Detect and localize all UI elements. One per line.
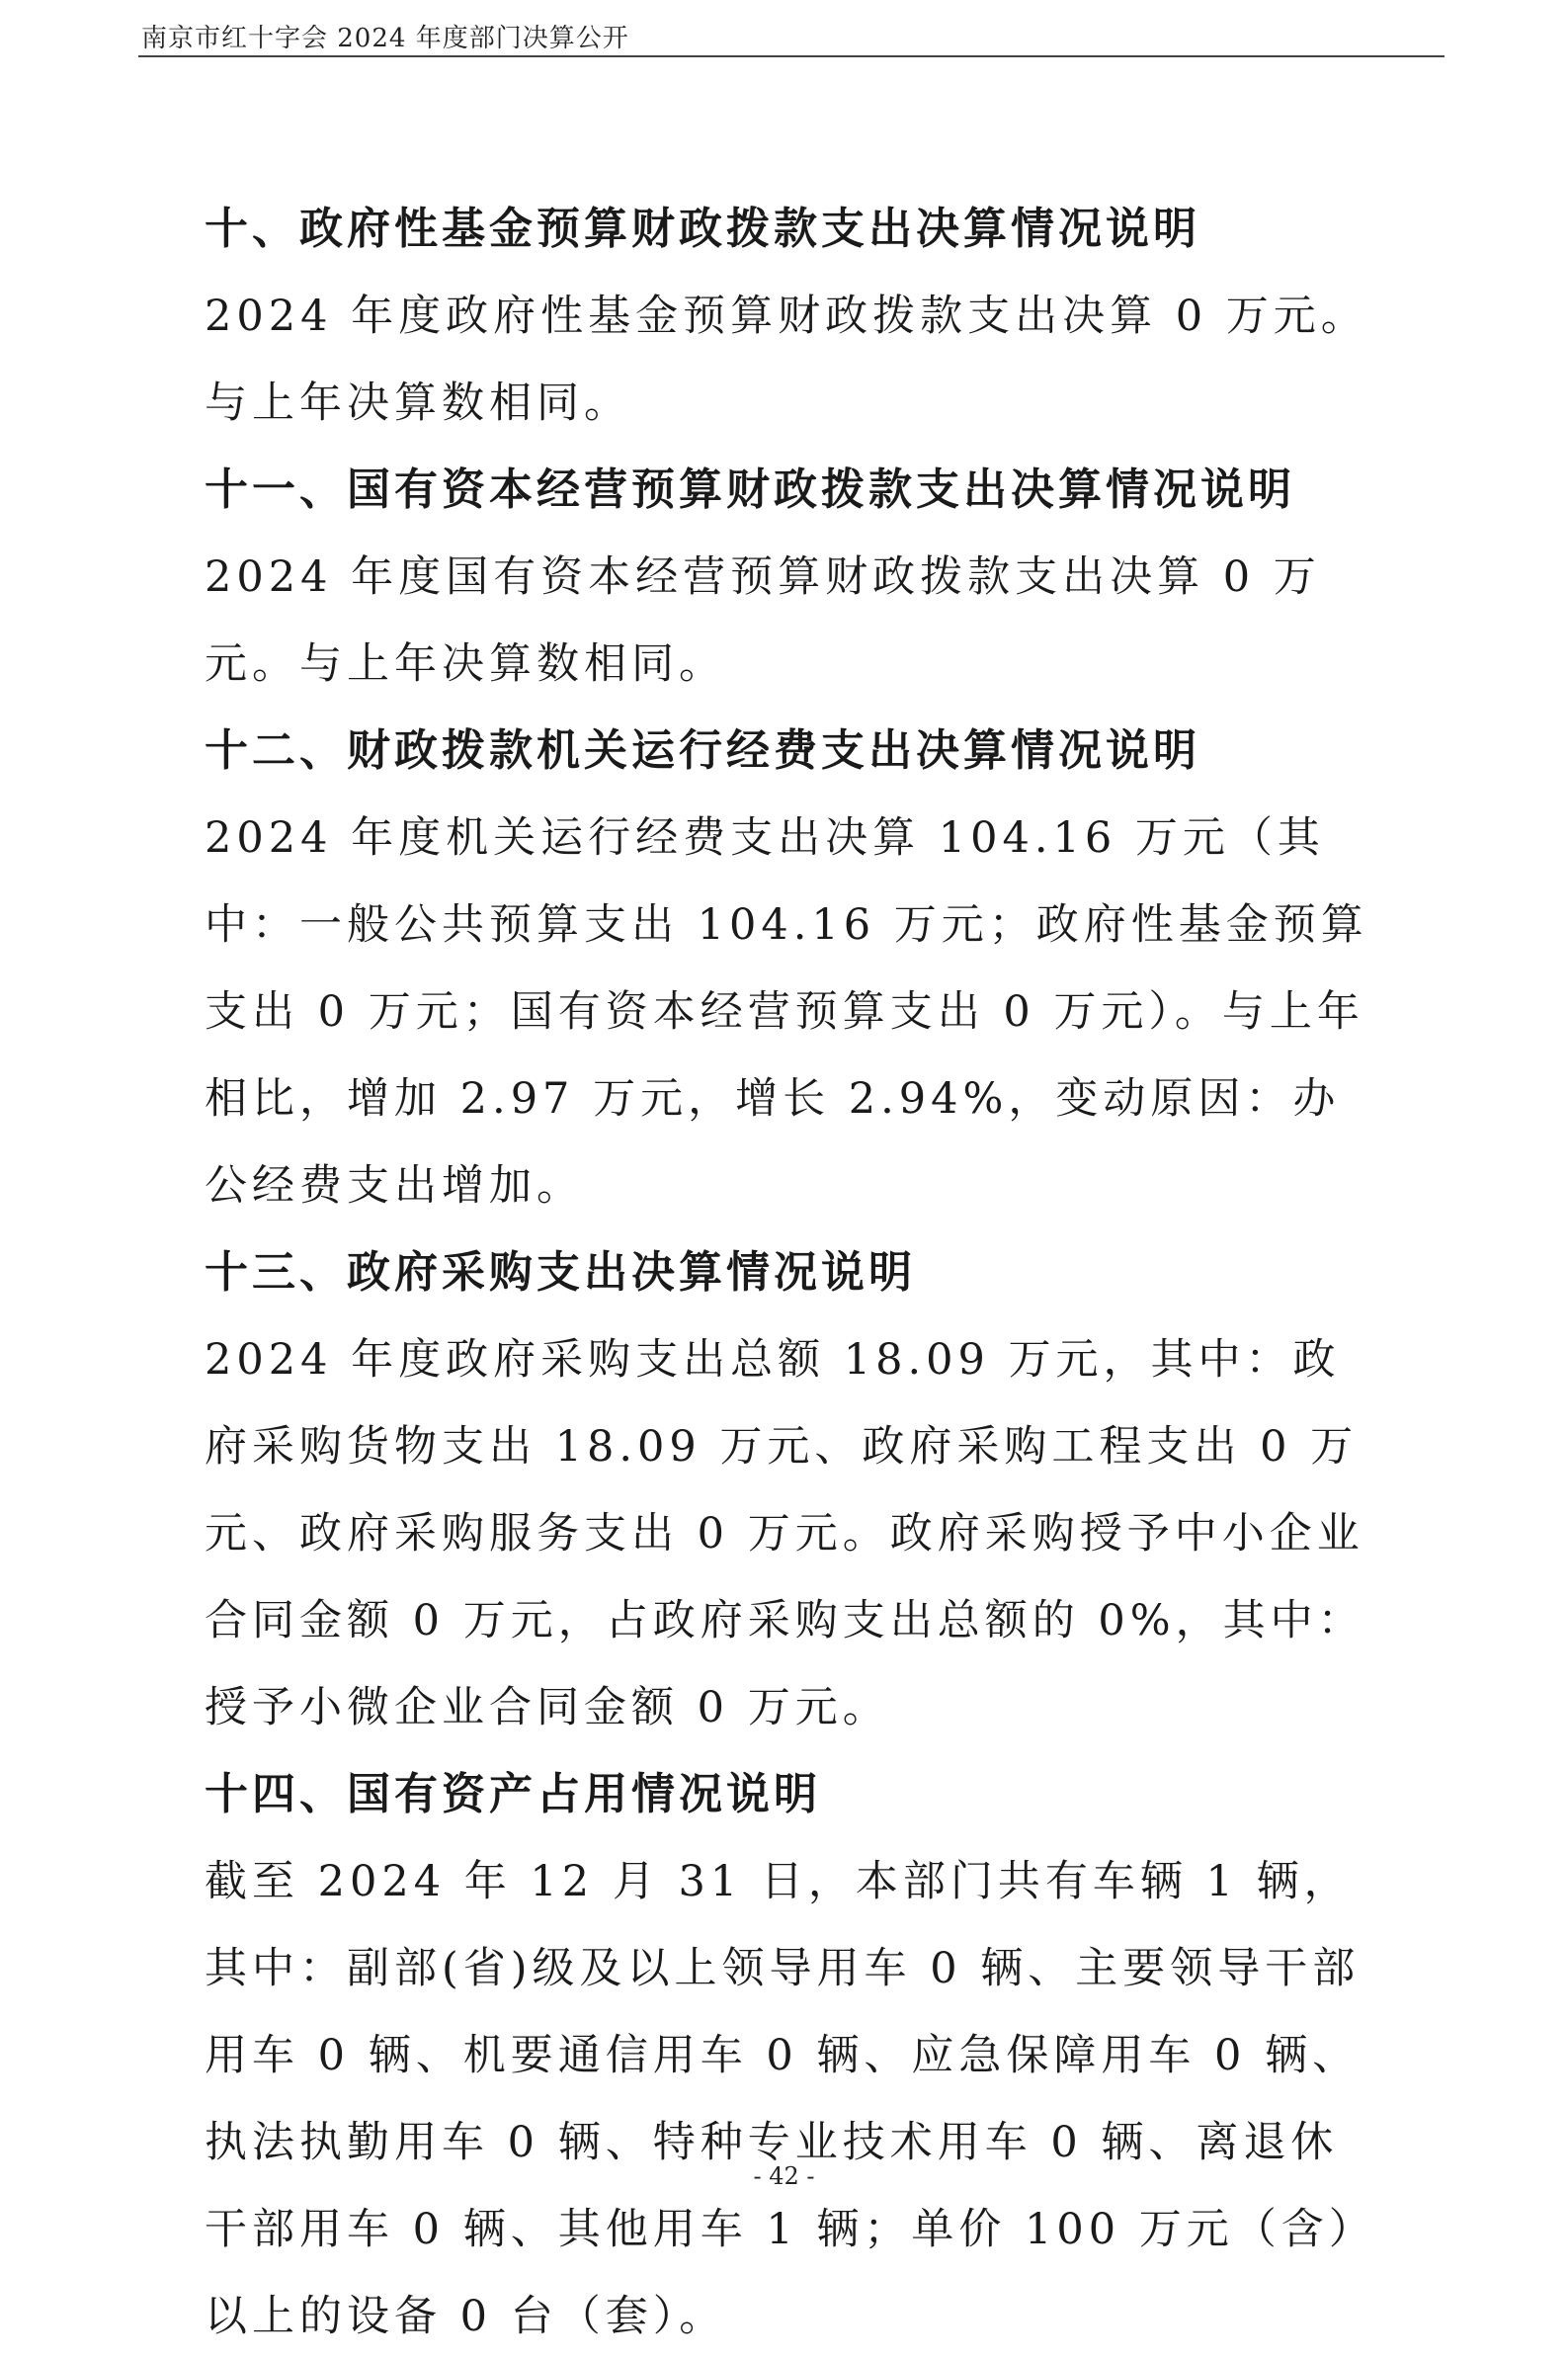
section-11: [205, 447, 1370, 708]
section-heading: 十四、国有资产占用情况说明: [205, 1769, 821, 1819]
document-body: [205, 186, 1370, 2360]
section-heading: 十二、财政拨款机关运行经费支出决算情况说明: [205, 725, 1200, 776]
section-paragraph: 2024 年度国有资本经营预算财政拨款支出决算 0 万元。与上年决算数相同。: [205, 552, 1321, 689]
section-13: [205, 1229, 1370, 1751]
section-paragraph: 2024 年度机关运行经费支出决算 104.16 万元（其中：一般公共预算支出 104.16 万元；政府性基金预算支出 0 万元；国有资本经营预算支出 0 万元）。与上年相比，增加 2.97 万元，增长 2.94%，变动原因：办公经费支出增加。: [205, 813, 1368, 1211]
section-paragraph: 截至 2024 年 12 月 31 日，本部门共有车辆 1 辆，其中：副部(省)级及以上领导用车 0 辆、主要领导干部用车 0 辆、机要通信用车 0 辆、应急保障用车 0 辆、执法执勤用车 0 辆、特种专业技术用车 0 辆、离退休干部用车 0 辆、其他用车 1 辆；单价 100 万元（含）以上的设备 0 台（套）。: [205, 1857, 1361, 2341]
running-header: 南京市红十字会 2024 年度部门决算公开: [141, 24, 629, 53]
section-heading: 十、政府性基金预算财政拨款支出决算情况说明: [205, 204, 1200, 254]
section-paragraph: 2024 年度政府性基金预算财政拨款支出决算 0 万元。与上年决算数相同。: [205, 292, 1368, 428]
section-12: [205, 708, 1370, 1229]
header-divider: [138, 55, 1444, 57]
section-10: [205, 186, 1370, 447]
page-number: - 42 -: [753, 2162, 815, 2190]
section-heading: 十三、政府采购支出决算情况说明: [205, 1247, 916, 1298]
section-14: [205, 1751, 1370, 2360]
section-paragraph: 2024 年度政府采购支出总额 18.09 万元，其中：政府采购货物支出 18.09 万元、政府采购工程支出 0 万元、政府采购服务支出 0 万元。政府采购授予中小企业合同金额 0 万元，占政府采购支出总额的 0%，其中：授予小微企业合同金额 0 万元。: [205, 1335, 1365, 1732]
section-heading: 十一、国有资本经营预算财政拨款支出决算情况说明: [205, 464, 1295, 515]
